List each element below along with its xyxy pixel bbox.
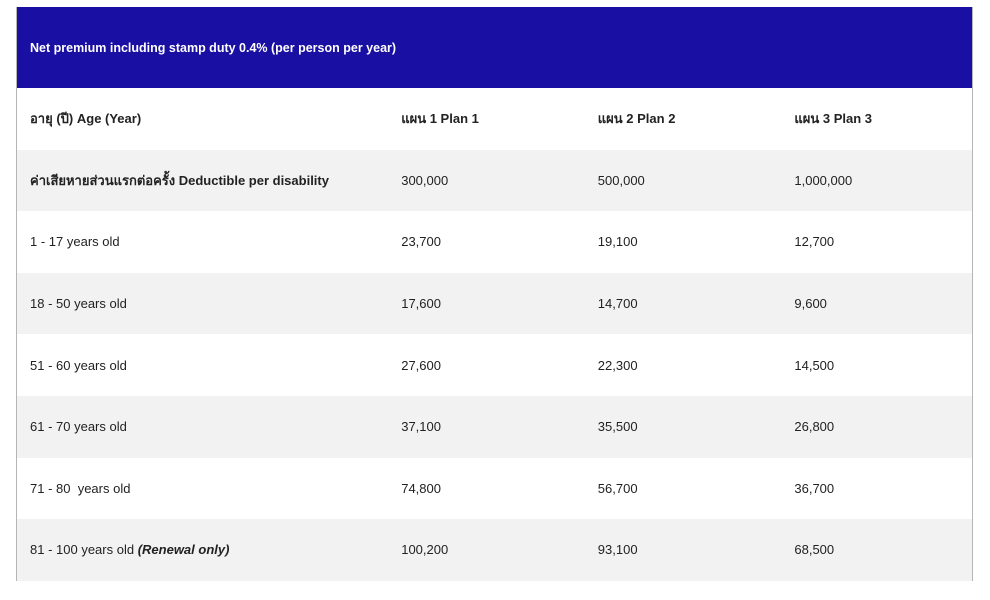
plan-2-cell: 93,100 bbox=[597, 542, 638, 558]
plan-3-cell: 36,700 bbox=[794, 480, 835, 496]
table-row bbox=[17, 334, 972, 396]
plan-1-cell: 74,800 bbox=[401, 480, 441, 496]
plan-2-cell: 35,500 bbox=[597, 419, 638, 435]
table-header-row bbox=[17, 88, 972, 150]
plan-3-cell: 9,600 bbox=[794, 296, 827, 312]
deductible-plan-3: 1,000,000 bbox=[794, 172, 853, 188]
plan-2-cell: 14,700 bbox=[597, 296, 638, 312]
table-row bbox=[17, 458, 972, 520]
plan-2-cell: 22,300 bbox=[597, 357, 638, 373]
deductible-label: ค่าเสียหายส่วนแรกต่อครั้ง Deductible per disability bbox=[30, 172, 329, 188]
deductible-plan-2: 500,000 bbox=[597, 172, 645, 188]
table-row bbox=[17, 519, 972, 581]
table-row bbox=[17, 211, 972, 273]
table-row bbox=[17, 273, 972, 335]
plan-3-cell: 68,500 bbox=[794, 542, 835, 558]
plan-3-cell: 14,500 bbox=[794, 357, 835, 373]
plan-1-cell: 27,600 bbox=[401, 357, 441, 373]
plan-2-cell: 56,700 bbox=[597, 480, 638, 496]
age-cell: 51 - 60 years old bbox=[30, 357, 127, 373]
header-plan-3: แผน 3 Plan 3 bbox=[794, 111, 873, 127]
age-cell: 71 - 80 years old bbox=[30, 480, 131, 496]
renewal-note: (Renewal only) bbox=[137, 542, 230, 558]
table-caption: Net premium including stamp duty 0.4% (per person per year) bbox=[17, 7, 972, 88]
age-cell: 61 - 70 years old bbox=[30, 419, 127, 435]
premium-table bbox=[16, 7, 973, 581]
age-range-label: 81 - 100 years old bbox=[30, 542, 135, 558]
header-age: อายุ (ปี) Age (Year) bbox=[30, 111, 142, 127]
age-cell: 1 - 17 years old bbox=[30, 234, 120, 250]
header-plan-1: แผน 1 Plan 1 bbox=[401, 111, 479, 127]
plan-1-cell: 37,100 bbox=[401, 419, 441, 435]
plan-1-cell: 100,200 bbox=[401, 542, 449, 558]
plan-1-cell: 23,700 bbox=[401, 234, 441, 250]
table-row bbox=[17, 396, 972, 458]
plan-3-cell: 12,700 bbox=[794, 234, 835, 250]
age-cell: 18 - 50 years old bbox=[30, 296, 127, 312]
header-plan-2: แผน 2 Plan 2 bbox=[597, 111, 676, 127]
deductible-plan-1: 300,000 bbox=[401, 172, 449, 188]
plan-1-cell: 17,600 bbox=[401, 296, 441, 312]
plan-2-cell: 19,100 bbox=[597, 234, 638, 250]
plan-3-cell: 26,800 bbox=[794, 419, 835, 435]
age-cell bbox=[17, 542, 401, 557]
deductible-row bbox=[17, 150, 972, 212]
